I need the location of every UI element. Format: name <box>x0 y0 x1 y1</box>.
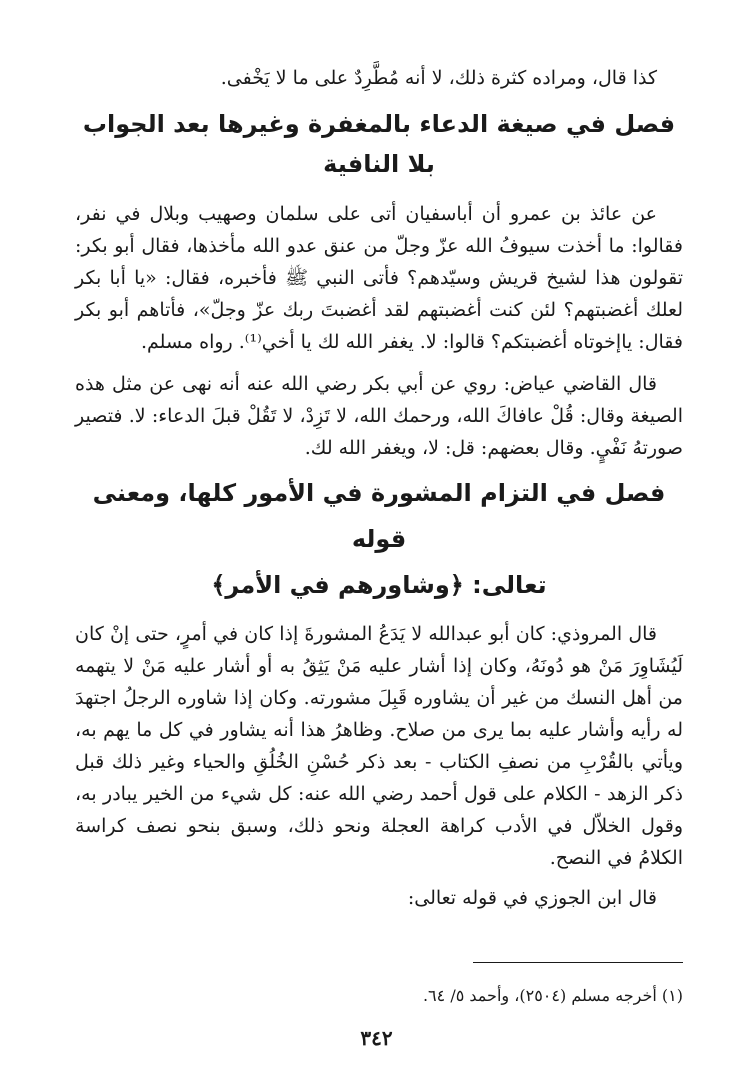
section-heading-supplication: فصل في صيغة الدعاء بالمغفرة وغيرها بعد الجواب بلا النافية <box>82 110 676 178</box>
footnote-divider <box>473 962 683 963</box>
page-body <box>75 62 683 914</box>
paragraph-abu-sufyan-hadith: عن عائذ بن عمرو أن أباسفيان أتى على سلمان وصهيب وبلال في نفر، فقالوا: ما أخذت سيوفُ الله عزّ وجلّ من عنق عدو الله مأخذها، فقال أبو بكر: تقولون هذا لشيخ قريش وسيّدهم؟ فأتى النبي ﷺ فأخبره، فقال: «يا أبا بكر لعلك أغضبتهم؟ لئن كنت أغضبتهم لقد أغضبتَ ربك عزّ وجلّ»، فأتاهم أبو بكر فقال: ياإخوتاه أغضبتكم؟ قالوا: لا. يغفر الله لك يا أخي⁽¹⁾. رواه مسلم. <box>75 203 683 353</box>
intro-line: كذا قال، ومراده كثرة ذلك، لا أنه مُطَّرِدٌ على ما لا يَخْفى. <box>220 67 657 89</box>
paragraph-qadi-iyad: قال القاضي عياض: روي عن أبي بكر رضي الله عنه أنه نهى عن مثل هذه الصيغة وقال: قُلْ عافاكَ الله، ورحمك الله، لا تَزِدْ، لا تَقُلْ قبلَ الدعاء: لا. فتصير صورتهُ نَفْيٍ. وقال بعضهم: قل: لا، ويغفر الله لك. <box>75 373 683 459</box>
section-heading-consultation <box>75 470 683 608</box>
paragraph-ibn-al-jawzi: قال ابن الجوزي في قوله تعالى: <box>407 887 657 909</box>
section-heading-consultation-line2: تعالى: ﴿وشاورهم في الأمر﴾ <box>211 571 547 599</box>
footnote: (١) أخرجه مسلم (٢٥٠٤)، وأحمد ٥/ ٦٤. <box>422 986 683 1005</box>
paragraph-marwadhi: قال المروذي: كان أبو عبدالله لا يَدَعُ المشورةَ إذا كان في أمرٍ، حتى إنْ كان لَيُشَاوِرَ مَنْ هو دُونَهُ، وكان إذا أشار عليه مَنْ يَثِقُ به أو أشار عليه مَنْ لا يتهمه من أهل النسك من غير أن يشاوره قَبِلَ مشورته. وكان إذا شاوره الرجلُ اجتهدَ له رأيه وأشار عليه بما يرى من صلاح. وظاهرُ هذا أنه يشاور في كل ما يهم به، ويأتي بالقُرْبِ من نصفِ الكتاب - بعد ذكر حُسْنِ الخُلُقِ والحياء وغير ذلك قبل ذكر الزهد - الكلام على قول أحمد رضي الله عنه: كل شيء من الخير يبادر به، وقول الخلاّل في الأدب كراهة العجلة ونحو ذلك، وسبق بنحو نصف كراسة الكلامُ في النصح. <box>75 623 683 869</box>
page-number: ٣٤٢ <box>360 1026 393 1050</box>
section-heading-consultation-line1: فصل في التزام المشورة في الأمور كلها، ومعنى قوله <box>92 479 666 553</box>
